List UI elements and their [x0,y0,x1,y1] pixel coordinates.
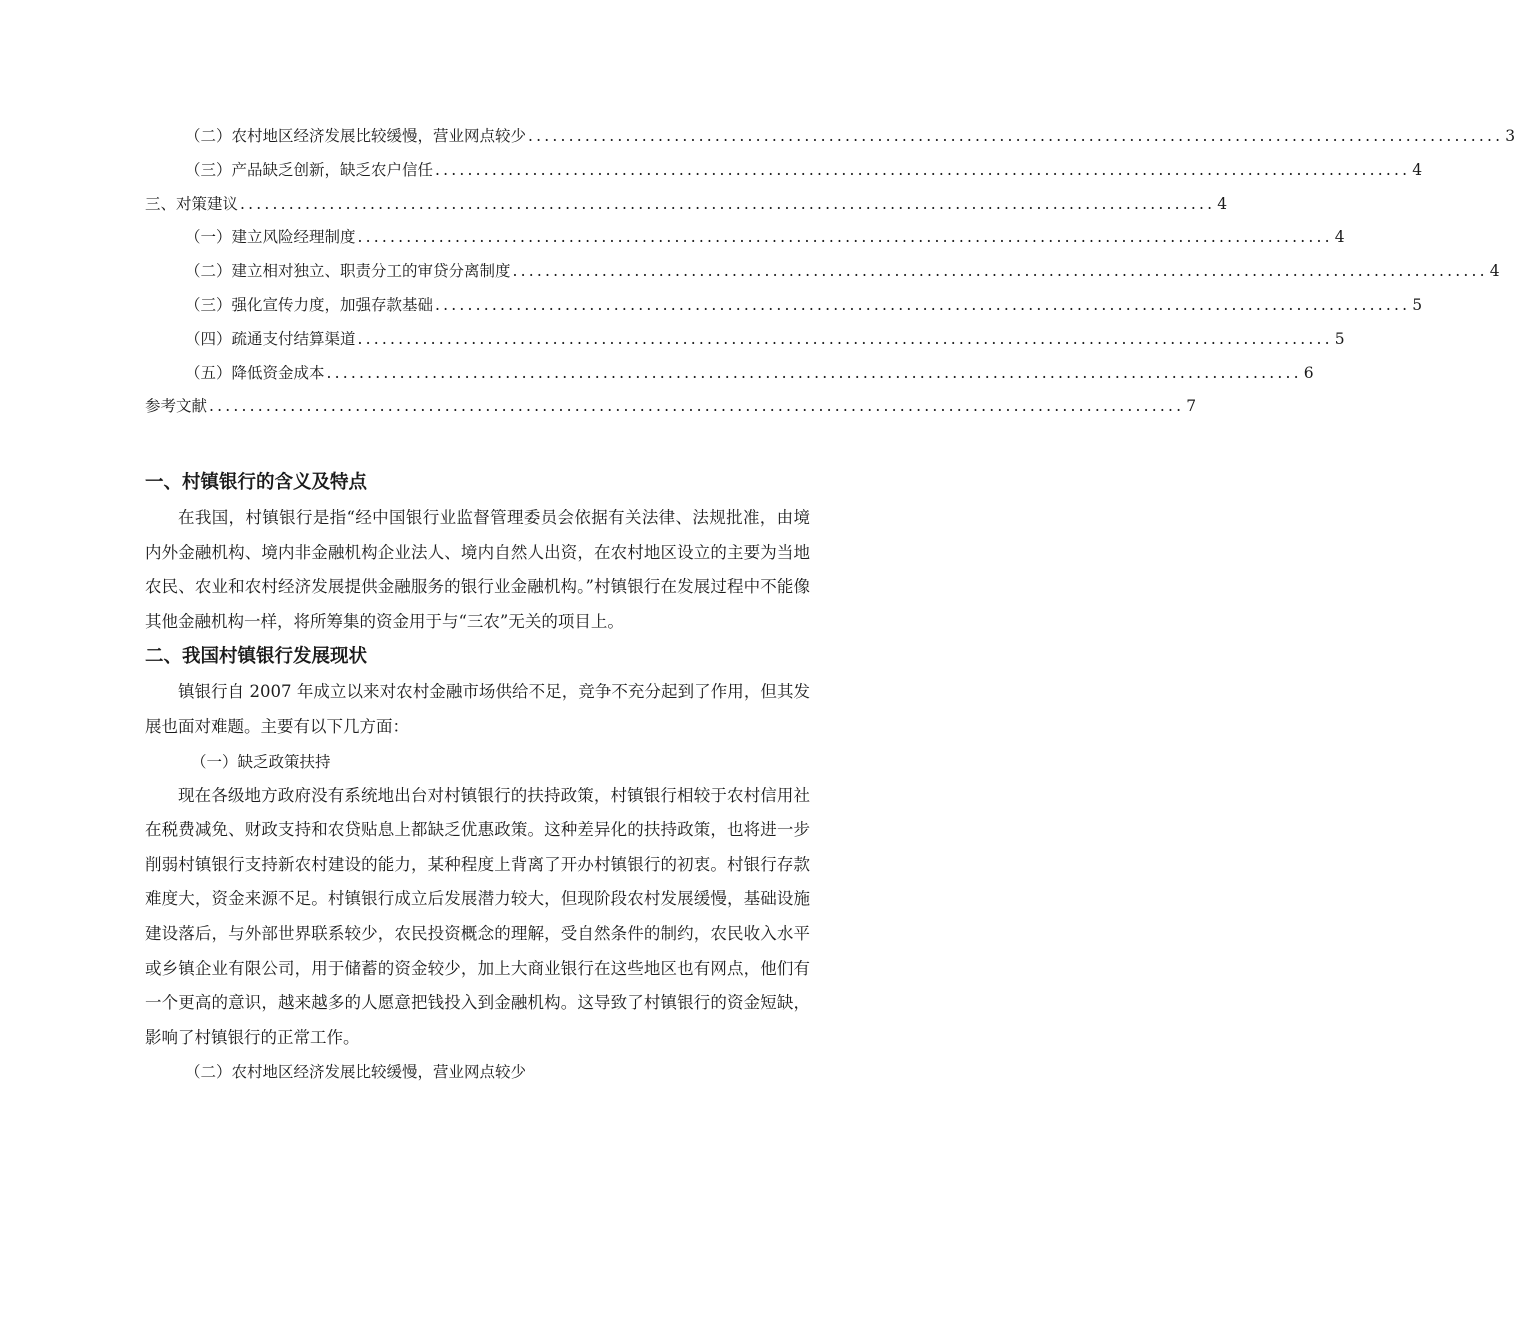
toc-entry-page: 4 [1334,228,1345,247]
body-paragraph: 在我国，村镇银行是指“经中国银行业监督管理委员会依据有关法律、法规批准，由境内外金融机构、境内非金融机构企业法人、境内自然人出资，在农村地区设立的主要为当地农民、农业和农村经济发展提供金融服务的银行业金融机构。”村镇银行在发展过程中不能像其他金融机构一样，将所筹集的资金用于与“三农”无关的项目上。 [145,508,810,631]
toc-entry-page: 5 [1412,295,1423,314]
toc-leader-dots: ........................................................................................................................ [435,295,1411,314]
body-paragraph: 镇银行自 2007 年成立以来对农村金融市场供给不足，竞争不充分起到了作用，但其发展也面对难题。主要有以下几方面： [145,682,810,736]
toc-leader-dots: ........................................................................................................................ [528,127,1504,145]
table-of-contents [145,120,1515,424]
toc-entry-title: （一）建立风险经理制度 [185,228,356,247]
toc-entry[interactable] [145,188,1228,222]
section-heading: 二、我国村镇银行发展现状 [145,646,368,668]
toc-entry-title: （五）降低资金成本 [185,363,325,382]
toc-entry-title: （三）强化宣传力度，加强存款基础 [185,295,434,314]
toc-leader-dots: ........................................................................................................................ [512,262,1488,281]
toc-entry-page: 4 [1489,262,1500,281]
toc-entry-page: 7 [1186,397,1197,416]
toc-entry-title: （四）疏通支付结算渠道 [185,329,356,348]
toc-entry[interactable] [145,390,1197,424]
toc-entry-page: 6 [1303,363,1314,382]
toc-leader-dots: ........................................................................................................................ [435,160,1411,179]
toc-leader-dots: ........................................................................................................................ [209,397,1185,416]
subsection-heading: （二）农村地区经济发展比较缓慢，营业网点较少 [185,1063,527,1082]
toc-entry-page: 4 [1217,194,1228,213]
toc-entry[interactable] [145,357,1314,391]
toc-entry[interactable] [145,120,1515,154]
toc-entry[interactable] [145,154,1423,188]
toc-entry[interactable] [145,255,1500,289]
toc-leader-dots: ........................................................................................................................ [357,329,1333,348]
toc-entry-title: 参考文献 [145,397,208,416]
subsection-heading: （一）缺乏政策扶持 [191,752,331,771]
toc-entry-title: （三）产品缺乏创新，缺乏农户信任 [185,160,434,179]
toc-entry[interactable] [145,221,1345,255]
section-heading: 一、村镇银行的含义及特点 [145,472,368,493]
toc-entry-title: 三、对策建议 [145,194,239,213]
toc-leader-dots: ........................................................................................................................ [326,363,1302,382]
toc-entry-page: 5 [1334,329,1345,348]
toc-entry[interactable] [145,323,1345,357]
toc-entry-page: 4 [1412,160,1423,179]
toc-entry-title: （二）建立相对独立、职责分工的审贷分离制度 [185,262,511,281]
toc-entry-page: 3 [1505,127,1515,145]
document-body [145,465,810,1089]
toc-entry[interactable] [145,289,1423,323]
body-paragraph: 现在各级地方政府没有系统地出台对村镇银行的扶持政策，村镇银行相较于农村信用社在税费减免、财政支持和农贷贴息上都缺乏优惠政策。这种差异化的扶持政策，也将进一步削弱村镇银行支持新农村建设的能力，某种程度上背离了开办村镇银行的初衷。村银行存款难度大，资金来源不足。村镇银行成立后发展潜力较大，但现阶段农村发展缓慢，基础设施建设落后，与外部世界联系较少，农民投资概念的理解，受自然条件的制约，农民收入水平或乡镇企业有限公司，用于储蓄的资金较少，加上大商业银行在这些地区也有网点，他们有一个更高的意识，越来越多的人愿意把钱投入到金融机构。这导致了村镇银行的资金短缺，影响了村镇银行的正常工作。 [145,785,810,1047]
toc-leader-dots: ........................................................................................................................ [357,228,1333,247]
toc-entry-title: （二）农村地区经济发展比较缓慢，营业网点较少 [185,127,527,145]
toc-leader-dots: ........................................................................................................................ [240,194,1216,213]
